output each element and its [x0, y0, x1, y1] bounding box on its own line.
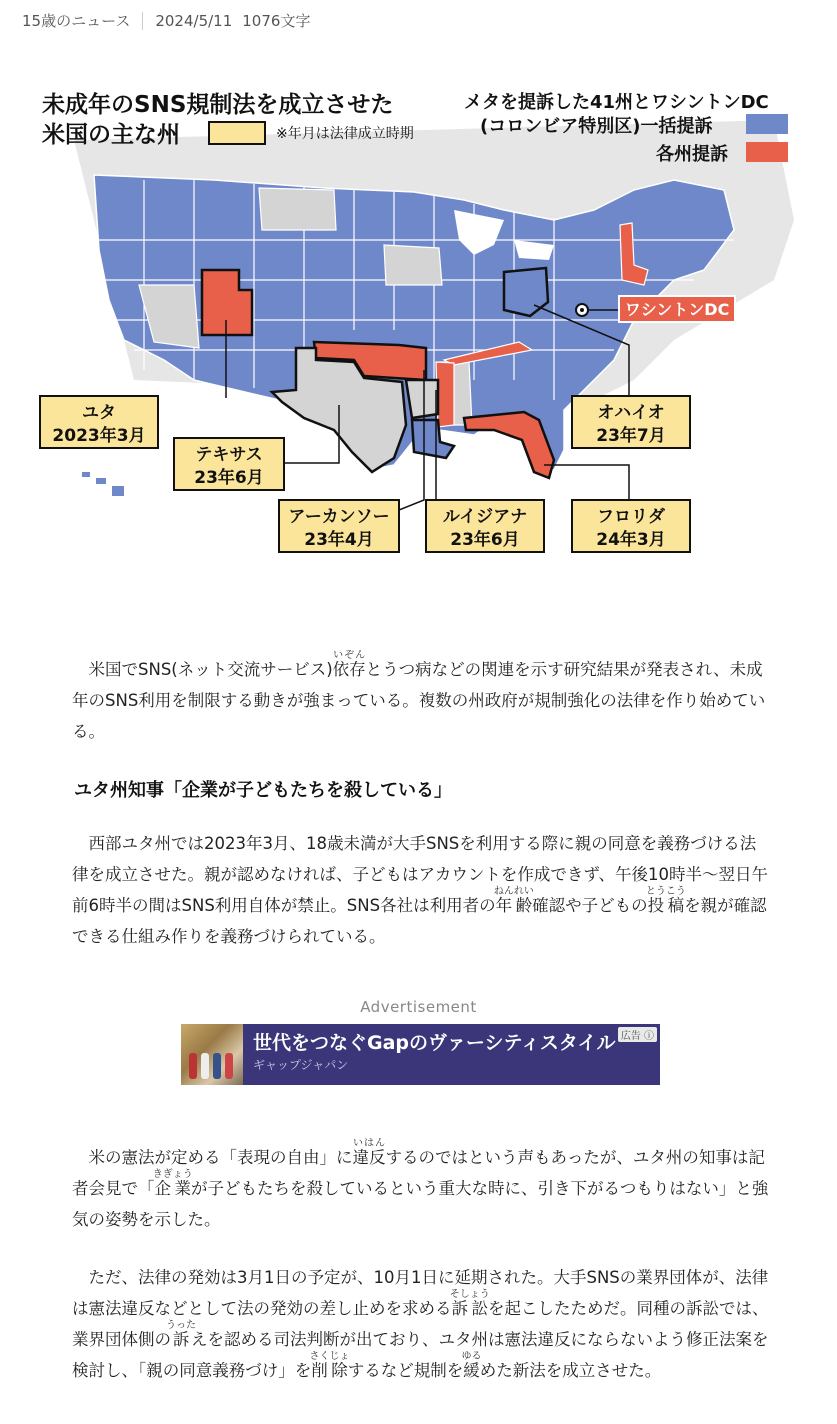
ruby-reading: きぎょう [152, 1169, 193, 1180]
publish-date: 2024/5/11 [155, 11, 233, 30]
callout-texas-name: テキサス [195, 445, 263, 465]
ruby-base: 年齢 [493, 896, 534, 915]
us-map [34, 80, 804, 560]
dc-marker-dot [580, 308, 584, 312]
ruby-word [449, 1289, 490, 1318]
callout-arkansas-name: アーカンソー [288, 507, 390, 527]
article-paragraph-3 [72, 1138, 772, 1235]
ruby-reading: ねんれい [493, 886, 534, 897]
ruby-base: 投稿 [645, 896, 686, 915]
legend-each-label: 各州提訴 [656, 144, 728, 165]
text-run: 米の憲法が定める「表現の自由」に [88, 1148, 353, 1167]
section-heading: ユタ州知事「企業が子どもたちを殺している」 [74, 780, 452, 801]
callout-utah-date: 2023年3月 [52, 426, 146, 446]
callout-utah [40, 396, 158, 448]
ruby-reading: うった [166, 1320, 196, 1331]
ruby-word [352, 1138, 386, 1167]
ad-banner[interactable] [181, 1024, 660, 1085]
text-run: を起こしたためだ。同種の訴訟では、業界団体側の [72, 1299, 769, 1349]
info-icon: ⓘ [644, 1031, 654, 1042]
legend-joint-line2: (コロンビア特別区)一括提訴 [480, 116, 713, 137]
callout-ohio-date: 23年7月 [596, 426, 666, 446]
text-run: とうつ病などの関連を示す研究結果が発表され、未成年のSNS利用を制限する動きが強まっている。複数の州政府が規制強化の法律を作り始めている。 [72, 660, 766, 741]
text-run: えを認める司法判断が出ており、ユタ州は憲法違反にならないよう修正法案を検討し、「親の同意義務づけ」を [72, 1330, 769, 1380]
callout-ohio-name: オハイオ [597, 403, 665, 423]
map-title-line2: 米国の主な州 [42, 122, 180, 148]
text-run: 米国でSNS(ネット交流サービス) [88, 660, 333, 679]
callout-florida-name: フロリダ [597, 507, 665, 527]
ad-badge-label: 広告 [620, 1031, 641, 1042]
text-run: 西部ユタ州では2023年3月、18歳未満が大手SNSを利用する際に親の同意を義務づける法律を成立させた。親が認めなければ、子どもはアカウントを作成できず、午後10時半～翌日午前6時半の間はSNS利用自体が禁止。SNS各社は利用者の [72, 834, 769, 915]
state-arkansas [406, 380, 438, 418]
advertisement-label: Advertisement [360, 998, 477, 1016]
callout-arkansas-date: 23年4月 [304, 530, 374, 550]
ruby-reading: いぞん [332, 650, 366, 661]
ruby-word [152, 1169, 193, 1198]
ruby-word [493, 886, 534, 915]
ruby-base: 訴訟 [449, 1299, 490, 1318]
legend-joint-line1: メタを提訴した41州とワシントンDC [464, 92, 769, 113]
callout-arkansas [279, 500, 399, 552]
article-paragraph-4 [72, 1262, 772, 1386]
ad-headline: 世代をつなぐGapのヴァーシティスタイル [253, 1032, 616, 1054]
text-run: するのではという声もあったが、ユタ州の知事は記者会見で「 [72, 1148, 765, 1198]
callout-louisiana-date: 23年6月 [450, 530, 520, 550]
ruby-reading: さくじょ [309, 1351, 350, 1362]
ruby-word [309, 1351, 350, 1380]
state-florida [464, 412, 554, 478]
highlight-swatch [209, 122, 265, 144]
text-run: 確認や子どもの [532, 896, 648, 915]
ruby-base: 削除 [309, 1361, 350, 1380]
article-meta [22, 10, 310, 31]
article-paragraph-1 [72, 650, 772, 747]
ruby-base: 緩 [461, 1361, 482, 1380]
ruby-base: 企業 [152, 1179, 193, 1198]
section-name[interactable]: 15歳のニュース [22, 12, 131, 30]
callout-texas-date: 23年6月 [194, 468, 264, 488]
callout-texas [174, 438, 284, 490]
ruby-word [645, 886, 686, 915]
ruby-base: 依存 [332, 660, 366, 679]
hawaii [82, 472, 124, 496]
callout-louisiana-name: ルイジアナ [442, 507, 528, 527]
dc-label: ワシントンDC [624, 300, 730, 319]
legend-joint-swatch [746, 114, 788, 134]
ad-text [243, 1024, 626, 1085]
ruby-word [332, 650, 366, 679]
ad-badge[interactable] [618, 1027, 657, 1042]
callout-ohio [572, 396, 690, 448]
ruby-word [461, 1351, 482, 1380]
map-title-line1: 未成年のSNS規制法を成立させた [42, 92, 394, 118]
ad-sponsor: ギャップジャパン [253, 1058, 349, 1072]
map-note: ※年月は法律成立時期 [276, 126, 414, 142]
text-run: が子どもたちを殺しているという重大な時に、引き下がるつもりはない」と強気の姿勢を示した。 [72, 1179, 769, 1229]
state-iowa [384, 245, 442, 285]
text-run: ただ、法律の発効は3月1日の予定が、10月1日に延期された。大手SNSの業界団体が、法律は憲法違反などとして法の発効の差し止めを求める [72, 1268, 769, 1318]
ruby-base: 違反 [352, 1148, 386, 1167]
callout-florida-date: 24年3月 [596, 530, 666, 550]
state-north-dakota [259, 188, 336, 230]
text-run: するなど規制を [347, 1361, 464, 1380]
char-count: 1076文字 [242, 12, 311, 30]
us-map-figure [34, 80, 804, 560]
divider [142, 12, 143, 30]
ruby-reading: そしょう [449, 1289, 490, 1300]
ad-photo [181, 1024, 243, 1085]
text-run: を親が確認できる仕組み作りを義務づけられている。 [72, 896, 767, 946]
article-paragraph-2 [72, 828, 772, 952]
text-run: めた新法を成立させた。 [479, 1361, 662, 1380]
callout-florida [572, 500, 690, 552]
legend-each-swatch [746, 142, 788, 162]
ruby-word [166, 1320, 196, 1349]
ruby-reading: ゆる [461, 1351, 482, 1362]
callout-louisiana [426, 500, 544, 552]
callout-utah-name: ユタ [82, 403, 116, 423]
ruby-reading: とうこう [645, 886, 686, 897]
ruby-base: 訴 [166, 1330, 196, 1349]
ruby-reading: いはん [352, 1138, 386, 1149]
